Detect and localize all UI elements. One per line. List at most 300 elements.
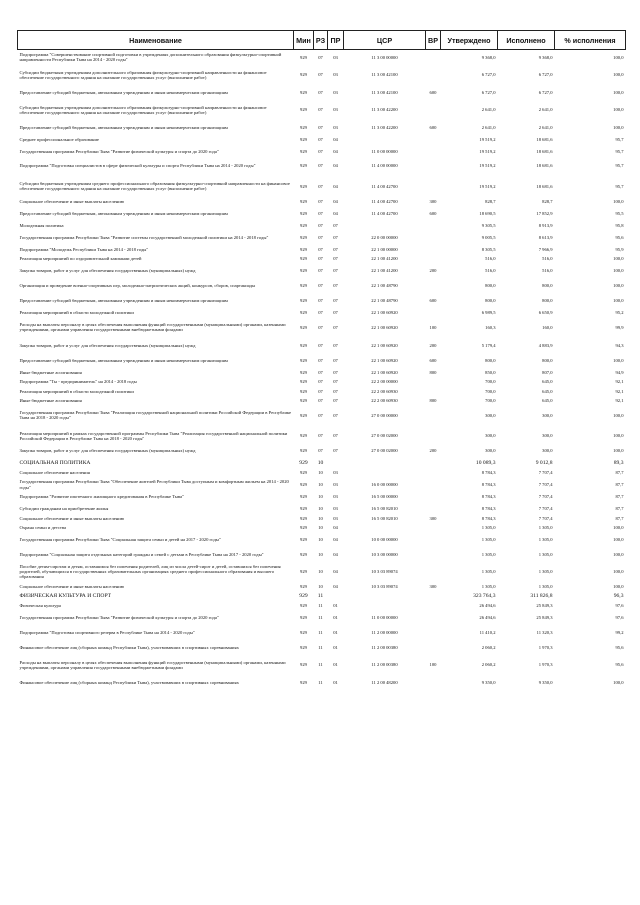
cell-percent: 100,0 <box>613 412 624 418</box>
cell-min: 929 <box>300 107 307 113</box>
cell-min: 929 <box>300 246 307 252</box>
cell-percent: 95,8 <box>615 222 624 228</box>
cell-name: Государственная программа Республики Тыва "Развитие системы государственной молодежной политики на 2014 - 2018 годы" <box>19 234 269 240</box>
table-row <box>18 254 626 263</box>
cell-vr <box>426 533 441 548</box>
cell-pr: 01 <box>333 679 338 685</box>
cell-min: 929 <box>300 482 307 488</box>
cell-vr: 200 <box>429 342 437 348</box>
cell-vr <box>426 504 441 513</box>
cell-rz: 07 <box>318 198 323 204</box>
cell-name: Предоставление субсидий бюджетным, автономным учреждениям и иным некоммерческим организациям <box>19 297 228 303</box>
cell-min: 929 <box>300 309 307 315</box>
cell-rz: 07 <box>318 268 323 274</box>
cell-min: 929 <box>300 448 307 454</box>
table-row <box>18 514 626 523</box>
cell-rz: 10 <box>317 459 324 466</box>
cell-pr: 04 <box>333 148 338 154</box>
section-row <box>18 459 626 468</box>
cell-vr <box>426 477 441 492</box>
cell-vr <box>426 547 441 562</box>
cell-executed: 300,0 <box>542 448 553 454</box>
cell-vr: 300 <box>429 584 437 590</box>
cell-approved: 516,0 <box>485 255 496 261</box>
cell-executed: 7 966,9 <box>538 246 553 252</box>
cell-csr: 22 1 00 60920 <box>371 324 398 330</box>
table-row <box>18 547 626 562</box>
cell-pr: 07 <box>333 357 338 363</box>
cell-executed: 828,7 <box>542 198 553 204</box>
table-header <box>18 31 626 50</box>
cell-percent: 94,3 <box>615 342 624 348</box>
cell-rz: 07 <box>318 397 323 403</box>
cell-csr: 22 2 00 60930 <box>371 397 398 403</box>
cell-executed: 516,0 <box>542 255 553 261</box>
header-approved: Утверждено <box>441 31 498 50</box>
cell-executed: 800,0 <box>542 297 553 303</box>
cell-approved: 1 305,0 <box>481 551 496 557</box>
cell-csr: 11 3 00 42100 <box>371 72 398 78</box>
cell-vr <box>426 159 441 174</box>
cell-min: 929 <box>300 255 307 261</box>
cell-min: 929 <box>300 388 307 394</box>
cell-name: Иные бюджетные ассигнования <box>19 369 82 375</box>
cell-name: Государственная программа Республики Тыва "Развитие физической культуры и спорта до 2020 года" <box>19 614 219 620</box>
cell-pr: 07 <box>333 297 338 303</box>
cell-vr <box>426 221 441 230</box>
cell-csr: 22 1 00 48790 <box>371 297 398 303</box>
cell-pr: 07 <box>333 268 338 274</box>
cell-executed: 1 970,3 <box>538 662 553 668</box>
cell-vr <box>426 591 441 600</box>
cell-executed: 7 707,4 <box>538 506 553 512</box>
cell-csr: 10 0 00 00000 <box>371 537 398 543</box>
cell-min: 929 <box>300 614 307 620</box>
cell-name: Молодежная политика <box>19 222 64 228</box>
cell-pr: 03 <box>333 482 338 488</box>
cell-pr: 01 <box>333 614 338 620</box>
cell-executed: 25 849,3 <box>536 614 553 620</box>
cell-pr: 07 <box>333 246 338 252</box>
cell-pr: 07 <box>333 412 338 418</box>
cell-percent: 100,0 <box>613 124 624 130</box>
cell-percent: 100,0 <box>613 584 624 590</box>
cell-csr: 11 4 00 42700 <box>371 183 398 189</box>
cell-rz: 07 <box>318 124 323 130</box>
cell-percent: 95,9 <box>615 246 624 252</box>
cell-name: Физическая культура <box>19 602 61 608</box>
cell-min: 929 <box>300 342 307 348</box>
cell-approved: 800,0 <box>485 283 496 289</box>
cell-executed: 7 707,4 <box>538 494 553 500</box>
cell-percent: 87,7 <box>615 470 624 476</box>
cell-min: 929 <box>300 148 307 154</box>
cell-csr: 22 0 00 00000 <box>371 234 398 240</box>
cell-rz: 07 <box>318 72 323 78</box>
cell-rz: 07 <box>318 379 323 385</box>
cell-approved: 8 784,3 <box>481 506 496 512</box>
table-row <box>18 446 626 455</box>
cell-vr: 600 <box>429 89 437 95</box>
table-row <box>18 426 626 446</box>
cell-percent: 100,0 <box>613 107 624 113</box>
cell-percent: 95,7 <box>615 163 624 169</box>
header-pr: ПР <box>328 31 344 50</box>
cell-executed: 1 970,3 <box>538 644 553 650</box>
cell-csr: 10 3 00 00000 <box>371 551 398 557</box>
cell-approved: 700,0 <box>485 379 496 385</box>
cell-csr: 10 3 03 89074 <box>371 569 398 575</box>
cell-executed: 11 320,3 <box>536 629 553 635</box>
cell-percent: 100,0 <box>613 525 624 531</box>
cell-percent: 96,3 <box>613 592 624 599</box>
table-row <box>18 144 626 159</box>
cell-percent: 95,6 <box>615 234 624 240</box>
cell-name: Подпрограмма "Развитие ипотечного жилищного кредитования в Республике Тыва" <box>19 494 184 500</box>
cell-csr: 27 0 00 00000 <box>371 412 398 418</box>
cell-executed: 800,0 <box>542 283 553 289</box>
cell-csr: 22 1 00 41200 <box>371 255 398 261</box>
cell-name: Субсидии гражданам на приобретение жилья <box>19 506 109 512</box>
section-row <box>18 591 626 600</box>
cell-approved: 700,0 <box>485 388 496 394</box>
cell-min: 929 <box>300 629 307 635</box>
cell-vr <box>426 100 441 120</box>
cell-approved: 850,0 <box>485 369 496 375</box>
cell-min: 929 <box>300 369 307 375</box>
cell-name: Реализация мероприятий в области молодежной политики <box>19 309 134 315</box>
cell-pr: 07 <box>333 222 338 228</box>
cell-rz: 10 <box>318 551 323 557</box>
cell-rz: 07 <box>318 89 323 95</box>
cell-pr: 01 <box>333 629 338 635</box>
cell-rz: 07 <box>318 246 323 252</box>
cell-csr <box>344 591 426 600</box>
header-vr: ВР <box>426 31 441 50</box>
cell-csr <box>344 135 426 144</box>
cell-percent: 95,6 <box>615 662 624 668</box>
cell-rz: 10 <box>318 515 323 521</box>
cell-pr: 04 <box>333 163 338 169</box>
cell-percent: 87,7 <box>615 482 624 488</box>
table-row <box>18 582 626 591</box>
cell-approved: 8 784,3 <box>481 494 496 500</box>
cell-approved: 9 305,5 <box>481 222 496 228</box>
cell-pr: 07 <box>333 283 338 289</box>
cell-percent: 95,7 <box>615 148 624 154</box>
table-row <box>18 85 626 100</box>
header-rz: РЗ <box>314 31 328 50</box>
table-row <box>18 197 626 206</box>
cell-percent: 100,0 <box>613 357 624 363</box>
cell-rz: 10 <box>318 482 323 488</box>
cell-pr: 04 <box>333 569 338 575</box>
cell-percent: 95,6 <box>615 644 624 650</box>
cell-executed: 7 707,4 <box>538 470 553 476</box>
cell-pr: 03 <box>333 72 338 78</box>
cell-executed: 1 305,0 <box>538 525 553 531</box>
table-row <box>18 279 626 294</box>
cell-name: Закупка товаров, работ и услуг для обеспечения государственных (муниципальных) нужд <box>19 268 196 274</box>
cell-rz: 07 <box>318 297 323 303</box>
cell-approved: 19 519,2 <box>479 183 496 189</box>
cell-rz: 07 <box>318 222 323 228</box>
cell-csr: 11 3 00 00000 <box>371 54 398 60</box>
cell-pr: 04 <box>333 525 338 531</box>
cell-rz: 10 <box>318 506 323 512</box>
cell-name: Подпрограмма "Совершенствование спортивной подготовки в учреждениях дополнительного образования физкультурно-спортивной направленности Республики Тыва на 2014 - 2020 годы" <box>19 52 282 63</box>
cell-vr: 600 <box>429 357 437 363</box>
cell-min: 929 <box>300 136 307 142</box>
table-row <box>18 341 626 350</box>
cell-pr <box>328 459 344 468</box>
cell-percent: 100,0 <box>613 433 624 439</box>
cell-rz: 07 <box>318 342 323 348</box>
cell-approved: 2 060,2 <box>481 662 496 668</box>
budget-execution-table <box>17 30 626 690</box>
cell-executed: 6 727,0 <box>538 89 553 95</box>
cell-name: Реализация мероприятий в области молодежной политики <box>19 388 134 394</box>
cell-executed: 18 681,6 <box>536 136 553 142</box>
cell-executed: 645,0 <box>542 388 553 394</box>
cell-approved: 1 305,0 <box>481 525 496 531</box>
cell-executed: 18 681,6 <box>536 148 553 154</box>
cell-name: Реализация мероприятий в рамках государственной программы Республики Тыва "Реализация государственной национальной политики Российской Федерации в Республике Тыва на 2018 - 2020 годы" <box>19 430 288 441</box>
cell-min: 929 <box>300 183 307 189</box>
cell-csr: 11 3 00 42200 <box>371 107 398 113</box>
cell-csr: 27 0 00 02000 <box>371 448 398 454</box>
cell-pr: 04 <box>333 551 338 557</box>
cell-approved: 26 494,6 <box>479 602 496 608</box>
cell-approved: 323 764,3 <box>473 592 496 599</box>
cell-vr <box>426 308 441 317</box>
table-row <box>18 396 626 405</box>
cell-percent: 95,5 <box>615 210 624 216</box>
cell-executed: 1 305,0 <box>538 584 553 590</box>
cell-vr <box>426 144 441 159</box>
cell-vr <box>426 377 441 386</box>
cell-csr: 11 2 00 48200 <box>371 679 398 685</box>
cell-name: Субсидии бюджетным учреждениям дополнительного образования физкультурно-спортивной направленности на финансовое обеспечение государственного задания на оказание государственных услуг (выполнение работ) <box>19 104 267 115</box>
cell-executed: 311 826,8 <box>530 592 553 599</box>
cell-rz: 07 <box>318 255 323 261</box>
table-row <box>18 120 626 135</box>
cell-rz: 07 <box>318 412 323 418</box>
cell-min: 929 <box>300 679 307 685</box>
cell-name: Подпрограмма "Социальная защита отдельных категорий граждан и семей с детьми в Республике Тыва на 2017 - 2020 годы" <box>19 551 264 557</box>
table-row <box>18 610 626 625</box>
cell-vr <box>426 426 441 446</box>
cell-min: 929 <box>300 283 307 289</box>
cell-min: 929 <box>300 124 307 130</box>
cell-name: Предоставление субсидий бюджетным, автономным учреждениям и иным некоммерческим организациям <box>19 124 228 130</box>
cell-min: 929 <box>300 297 307 303</box>
cell-pr: 07 <box>333 379 338 385</box>
table-row <box>18 504 626 513</box>
cell-name: Подпрограмма "Подготовка специалистов в сфере физической культуры и спорта Республики Тыва на 2014 - 2020 годы" <box>19 163 256 169</box>
cell-csr: 22 2 00 00000 <box>371 379 398 385</box>
cell-csr: 27 0 00 02000 <box>371 433 398 439</box>
cell-executed: 6 727,0 <box>538 72 553 78</box>
cell-min: 929 <box>300 515 307 521</box>
cell-vr <box>426 459 441 468</box>
table-row <box>18 245 626 254</box>
cell-min: 929 <box>300 268 307 274</box>
cell-executed: 25 849,3 <box>536 602 553 608</box>
cell-rz: 07 <box>318 309 323 315</box>
cell-csr <box>344 468 426 477</box>
cell-name: Государственная программа Республики Тыва "Реализация государственной национальной политики Российской Федерации в Республике Тыва на 2018 - 2020 годы" <box>19 410 292 421</box>
cell-percent: 92,1 <box>615 379 624 385</box>
cell-pr: 03 <box>333 494 338 500</box>
cell-name: Государственная программа Республики Тыва "Обеспечение жителей Республики Тыва доступным и комфортным жильем на 2014 - 2020 годы" <box>19 479 289 490</box>
table-row <box>18 206 626 221</box>
cell-name: Иные бюджетные ассигнования <box>19 397 82 403</box>
cell-approved: 19 519,2 <box>479 163 496 169</box>
cell-csr: 16 5 00 82010 <box>371 515 398 521</box>
cell-vr <box>426 523 441 532</box>
cell-approved: 2 060,2 <box>481 644 496 650</box>
cell-rz: 10 <box>318 494 323 500</box>
cell-approved: 6 727,0 <box>481 89 496 95</box>
cell-percent: 92,1 <box>615 397 624 403</box>
cell-rz: 07 <box>318 369 323 375</box>
cell-executed: 800,0 <box>542 357 553 363</box>
table-row <box>18 386 626 395</box>
cell-percent: 99,2 <box>615 629 624 635</box>
cell-pr: 03 <box>333 515 338 521</box>
cell-min: 929 <box>300 433 307 439</box>
cell-approved: 6 727,0 <box>481 72 496 78</box>
cell-executed: 17 852,9 <box>536 210 553 216</box>
cell-approved: 300,0 <box>485 412 496 418</box>
cell-csr <box>344 221 426 230</box>
cell-min: 929 <box>299 592 308 599</box>
cell-vr <box>426 176 441 196</box>
cell-percent: 97,6 <box>615 602 624 608</box>
cell-vr <box>426 562 441 582</box>
cell-name: Пособие детям-сиротам и детям, оставшимся без попечения родителей, лиц из числа детей-сирот и детей, оставшихся без попечения родителей, обучающихся в государственных образовательных организациях среднего профессионального образования и высшего образования <box>19 564 281 580</box>
table-row <box>18 65 626 85</box>
cell-csr <box>344 459 426 468</box>
cell-pr: 04 <box>333 183 338 189</box>
cell-name: Расходы на выплаты персоналу в целях обеспечения выполнения функций государственными (муниципальными) органами, казенными учреждениями, органами управления государственными внебюджетными фондами <box>19 322 286 333</box>
cell-rz: 10 <box>318 569 323 575</box>
cell-min: 929 <box>300 569 307 575</box>
cell-min: 929 <box>300 379 307 385</box>
cell-approved: 11 410,2 <box>479 629 496 635</box>
cell-rz: 07 <box>318 210 323 216</box>
cell-approved: 828,7 <box>485 198 496 204</box>
cell-pr: 03 <box>333 107 338 113</box>
cell-percent: 100,0 <box>613 569 624 575</box>
cell-pr: 01 <box>333 644 338 650</box>
cell-executed: 1 305,0 <box>538 537 553 543</box>
cell-approved: 800,0 <box>485 297 496 303</box>
cell-name: Социальное обеспечение и иные выплаты населению <box>19 584 125 590</box>
cell-approved: 5 179,4 <box>481 342 496 348</box>
cell-executed: 2 641,0 <box>538 124 553 130</box>
cell-csr: 11 3 00 42200 <box>371 124 398 130</box>
cell-pr: 04 <box>333 584 338 590</box>
cell-name: Подпрограмма "Подготовка спортивного резерва в Республике Тыва на 2014 - 2020 годы" <box>19 629 195 635</box>
cell-vr <box>426 408 441 423</box>
cell-min: 929 <box>300 494 307 500</box>
cell-approved: 700,0 <box>485 397 496 403</box>
header-csr: ЦСР <box>344 31 426 50</box>
cell-executed: 8 613,9 <box>538 234 553 240</box>
cell-vr: 200 <box>429 448 437 454</box>
cell-vr: 300 <box>429 198 437 204</box>
cell-csr: 22 1 00 41200 <box>371 268 398 274</box>
cell-name: Подпрограмма "Ты - предприниматель" на 2014 - 2018 годы <box>19 379 137 385</box>
cell-min: 929 <box>300 525 307 531</box>
cell-approved: 1 305,0 <box>481 569 496 575</box>
table-row <box>18 230 626 245</box>
cell-approved: 18 690,5 <box>479 210 496 216</box>
cell-csr: 22 1 00 60920 <box>371 357 398 363</box>
cell-executed: 300,0 <box>542 412 553 418</box>
cell-name: Среднее профессиональное образование <box>19 136 99 142</box>
cell-rz: 07 <box>318 283 323 289</box>
cell-rz: 07 <box>318 388 323 394</box>
table-row <box>18 655 626 675</box>
cell-percent: 87,7 <box>615 506 624 512</box>
cell-percent: 100,0 <box>613 72 624 78</box>
cell-vr <box>426 50 441 65</box>
cell-rz: 11 <box>317 592 324 599</box>
cell-approved: 160,3 <box>485 324 496 330</box>
cell-csr: 22 2 00 60930 <box>371 388 398 394</box>
cell-rz: 10 <box>318 525 323 531</box>
cell-min: 929 <box>300 537 307 543</box>
cell-csr: 22 1 00 48790 <box>371 283 398 289</box>
table-row <box>18 221 626 230</box>
cell-name: Подпрограмма "Молодежь Республики Тыва на 2014 - 2018 годы" <box>19 246 149 252</box>
cell-csr <box>344 523 426 532</box>
cell-percent: 95,7 <box>615 183 624 189</box>
table-row <box>18 562 626 582</box>
cell-vr <box>426 279 441 294</box>
cell-executed: 8 913,9 <box>538 222 553 228</box>
cell-vr <box>426 601 441 610</box>
cell-pr: 03 <box>333 506 338 512</box>
cell-csr: 11 3 00 42100 <box>371 89 398 95</box>
table-row <box>18 601 626 610</box>
cell-pr: 07 <box>333 369 338 375</box>
table-row <box>18 468 626 477</box>
table-row <box>18 523 626 532</box>
cell-rz: 11 <box>318 629 323 635</box>
cell-vr <box>426 135 441 144</box>
cell-min: 929 <box>300 54 307 60</box>
cell-percent: 100,0 <box>613 537 624 543</box>
cell-pr: 04 <box>333 537 338 543</box>
header-executed: Исполнено <box>498 31 555 50</box>
cell-vr <box>426 628 441 637</box>
cell-csr: 11 2 00 00380 <box>371 644 398 650</box>
cell-min: 929 <box>300 397 307 403</box>
cell-csr: 11 4 00 00000 <box>371 163 398 169</box>
cell-pr: 04 <box>333 210 338 216</box>
cell-executed: 9 350,0 <box>538 679 553 685</box>
cell-percent: 95,2 <box>615 309 624 315</box>
cell-pr: 03 <box>333 124 338 130</box>
cell-csr: 11 0 00 00000 <box>371 148 398 154</box>
cell-rz: 11 <box>318 679 323 685</box>
cell-vr: 800 <box>429 397 437 403</box>
cell-percent: 100,0 <box>613 198 624 204</box>
